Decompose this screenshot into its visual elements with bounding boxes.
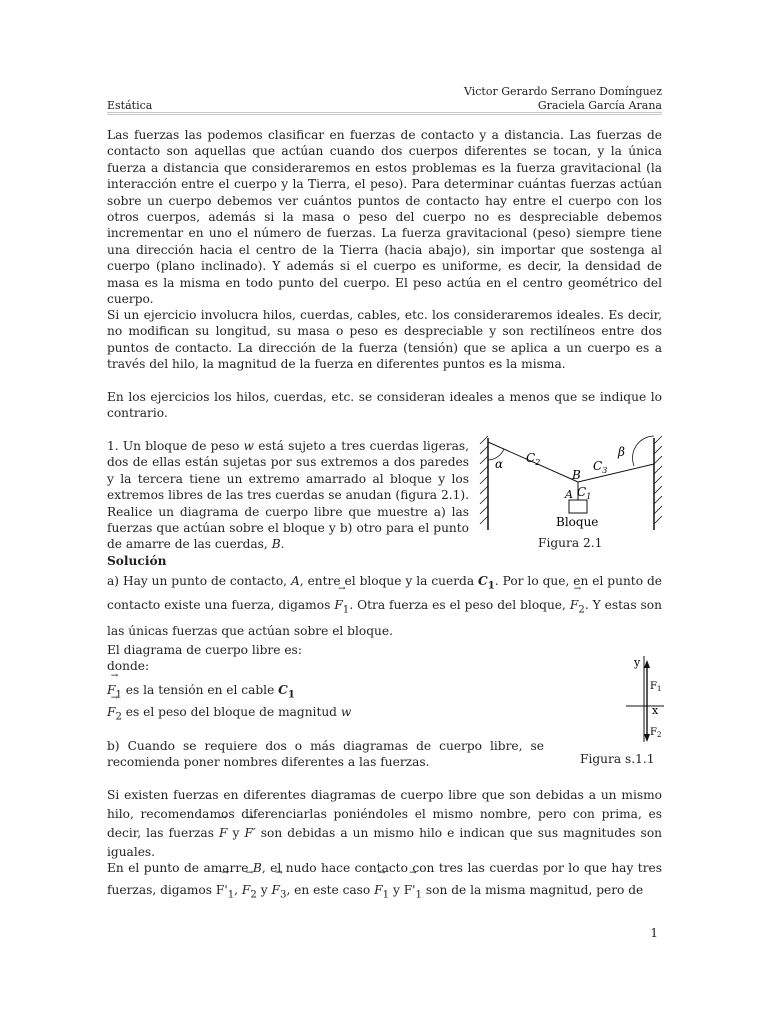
figure-2-1 [476, 430, 666, 530]
vector-f2-symbol: → $F_2$ [107, 704, 122, 726]
axis-y-label: y [634, 656, 641, 669]
header-rule [107, 112, 662, 115]
figure-s-1-1-caption: Figura s.1.1 [580, 752, 655, 766]
header-author-2: Graciela García Arana [537, 99, 662, 112]
label-alpha: α [495, 457, 504, 471]
paragraph-ideal-note: En los ejercicios los hilos, cuerdas, etc. se consideran ideales a menos que se indique lo contrario. [107, 390, 662, 421]
page-number: 1 [650, 926, 658, 940]
left-wall-hatch [480, 436, 488, 524]
label-f2: $F_2$ [650, 727, 662, 739]
header-author-1: Victor Gerardo Serrano Domínguez [464, 85, 662, 98]
vector-f3-knot: → $F_3$ [272, 879, 287, 906]
vector-f1-prime: → $F'_1$ [216, 879, 234, 906]
vector-f2-knot: → $F_2$ [242, 879, 257, 906]
paragraph-knot-forces: En el punto de amarre B, el nudo hace contacto con tres las cuerdas por lo que hay tres fuerzas, digamos → $F'_1$, → $F_2$ $y \to F_3$, en este caso → $F_1$ $y \to F'_1$ son de la misma magnitud, pero de [107, 857, 662, 906]
angle-beta-arc [632, 436, 654, 466]
fbd-where: donde: [107, 659, 150, 673]
paragraph-forces: Las fuerzas las podemos clasificar en fuerzas de contacto y a distancia. Las fuerzas de contacto son aquellas que actúan cuando dos cuerpos diferentes se tocan, y la única fuerza a distancia que consideraremos en estos problemas es la fuerza gravitacional (la interacción entre el cuerpo y la Tierra, el peso). Para determinar cuántas fuerzas actúan sobre un cuerpo debemos ver cuántos puntos de contacto hay entre el cuerpo con los otros cuerpos, además si la masa o peso del cuerpo no es despreciable debemos incrementar en uno el número de fuerzas. La fuerza gravitacional (peso) siempre tiene una dirección hacia el centro de la Tierra (hacia abajo), sin importar que sostenga al cuerpo (plano inclinado). Y además si el cuerpo es uniforme, es decir, la densidad de masa es la misma en todo punto del cuerpo. El peso actúa en el centro geométrico del cuerpo. [107, 128, 662, 307]
vector-f1: → $F_1$ [334, 595, 349, 620]
vector-f-prime: → F′ [244, 824, 255, 843]
axis-x-label: x [652, 704, 659, 717]
label-bloque: Bloque [556, 515, 599, 529]
vector-f1-prime-2: → $F'_1$ [404, 879, 422, 906]
header-subject: Estática [107, 99, 153, 112]
figure-s-1-1 [620, 652, 670, 747]
label-beta: β [618, 445, 625, 459]
label-a: A [565, 488, 573, 501]
vector-f1-symbol: → $F_1$ [107, 682, 122, 704]
fbd-intro: El diagrama de cuerpo libre es: [107, 643, 302, 657]
right-wall-hatch [654, 436, 662, 524]
vector-f2: → $F_2$ [570, 595, 585, 620]
label-c3: $C_3$ [593, 459, 608, 475]
problem-1-statement: 1. Un bloque de peso w está sujeto a tres cuerdas ligeras, dos de ellas están sujetas por sus extremos a dos paredes y la tercera tiene un extremo amarrado al bloque y los extremos libres de las tres cuerdas se anudan (figura 2.1). Realice un diagrama de cuerpo libre que muestre a) las fuerzas que actúan sobre el bloque y b) otro para el punto de amarre de las cuerdas, B. [107, 439, 469, 552]
cord-c3 [578, 464, 654, 482]
fbd-f1-description: → $F_1$ es la tensión en el cable $C_1$ [107, 682, 662, 704]
label-c1: $C_1$ [577, 485, 592, 501]
label-c2: $C_2$ [526, 451, 541, 467]
paragraph-prime-forces: Si existen fuerzas en diferentes diagramas de cuerpo libre que son debidas a un mismo hilo, recomendamos diferenciarlas poniéndoles el mismo nombre, pero con prima, es decir, las fuerzas → F y → F′ son debidas a un mismo hilo e indican que sus magnitudes son iguales. [107, 786, 662, 862]
force-f1-arrowhead [644, 660, 650, 668]
solution-heading: Solución [107, 554, 167, 568]
paragraph-ideal-strings: Si un ejercicio involucra hilos, cuerdas, cables, etc. los consideraremos ideales. Es decir, no modifican su longitud, su masa o peso es despreciable y son rectilíneos entre dos puntos de contacto. La dirección de la fuerza (tensión) que se aplica a un cuerpo es a través del hilo, la magnitud de la fuerza en diferentes puntos es la misma. [107, 308, 662, 372]
vector-f: → F [219, 824, 227, 843]
label-b: B [572, 468, 581, 482]
fbd-f2-description: → $F_2$ es el peso del bloque de magnitud w [107, 704, 662, 726]
figure-2-1-caption: Figura 2.1 [538, 536, 603, 550]
vector-f1-knot: → $F_1$ [374, 879, 389, 906]
solution-part-b: b) Cuando se requiere dos o más diagramas de cuerpo libre, se recomienda poner nombres diferentes a las fuerzas. [107, 739, 544, 770]
block [569, 500, 587, 513]
solution-part-a: a) Hay un punto de contacto, A, entre el bloque y la cuerda $C_1$. Por lo que, en el punto de contacto existe una fuerza, digamos → $F_1$. Otra fuerza es el peso del bloque, → $F_2$. Y estas son las únicas fuerzas que actúan sobre el bloque. [107, 571, 662, 641]
label-f1: $F_1$ [650, 681, 662, 693]
